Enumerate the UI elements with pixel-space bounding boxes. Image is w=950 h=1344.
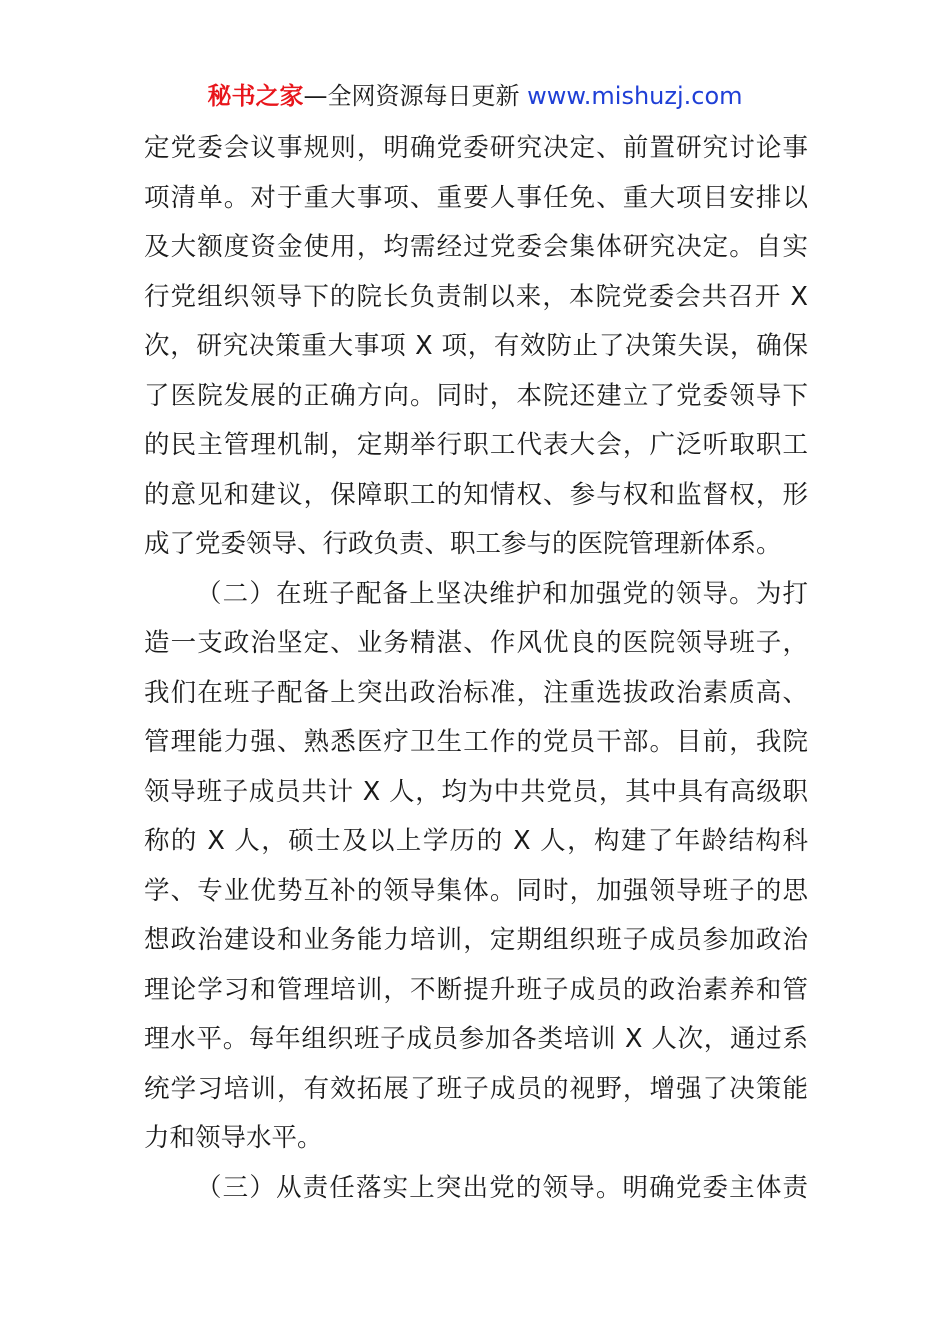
text-line: 及大额度资金使用，均需经过党委会集体研究决定。自实: [144, 232, 808, 262]
text-line: 次，研究决策重大事项 X 项，有效防止了决策失误，确保: [144, 331, 808, 361]
text-line: 力和领导水平。: [144, 1123, 323, 1153]
paragraph-heading-2: （二）在班子配备上坚决维护和加强党的领导。为打: [196, 578, 808, 609]
site-tagline: —全网资源每日更新: [303, 82, 528, 110]
text-line: 定党委会议事规则，明确党委研究决定、前置研究讨论事: [144, 133, 808, 163]
site-header: [0, 80, 950, 112]
text-line: 统学习培训，有效拓展了班子成员的视野，增强了决策能: [144, 1073, 808, 1104]
text-line: 的民主管理机制，定期举行职工代表大会，广泛听取职工: [144, 430, 808, 460]
text-line: 了医院发展的正确方向。同时，本院还建立了党委领导下: [144, 380, 808, 411]
text-line: 成了党委领导、行政负责、职工参与的医院管理新体系。: [144, 529, 782, 559]
text-line: 项清单。对于重大事项、重要人事任免、重大项目安排以: [144, 182, 808, 213]
paragraph-heading-3: （三）从责任落实上突出党的领导。明确党委主体责: [196, 1172, 808, 1203]
text-line: 造一支政治坚定、业务精湛、作风优良的医院领导班子，: [144, 628, 808, 658]
text-line: 管理能力强、熟悉医疗卫生工作的党员干部。目前，我院: [144, 727, 808, 757]
text-line: 理论学习和管理培训，不断提升班子成员的政治素养和管: [144, 974, 808, 1005]
document-body: [144, 128, 808, 1217]
text-line: 领导班子成员共计 X 人，均为中共党员，其中具有高级职: [144, 776, 808, 807]
text-line: 想政治建设和业务能力培训，定期组织班子成员参加政治: [144, 925, 808, 955]
site-brand: 秘书之家: [207, 82, 304, 110]
text-line: 的意见和建议，保障职工的知情权、参与权和监督权，形: [144, 479, 808, 510]
text-line: 学、专业优势互补的领导集体。同时，加强领导班子的思: [144, 875, 808, 906]
text-line: 行党组织领导下的院长负责制以来，本院党委会共召开 X: [144, 281, 808, 312]
text-line: 称的 X 人，硕士及以上学历的 X 人，构建了年龄结构科: [144, 826, 808, 856]
text-line: 我们在班子配备上突出政治标准，注重选拔政治素质高、: [144, 677, 808, 708]
site-url-link[interactable]: www.mishuzj.com: [527, 82, 743, 110]
text-line: 理水平。每年组织班子成员参加各类培训 X 人次，通过系: [144, 1024, 808, 1054]
